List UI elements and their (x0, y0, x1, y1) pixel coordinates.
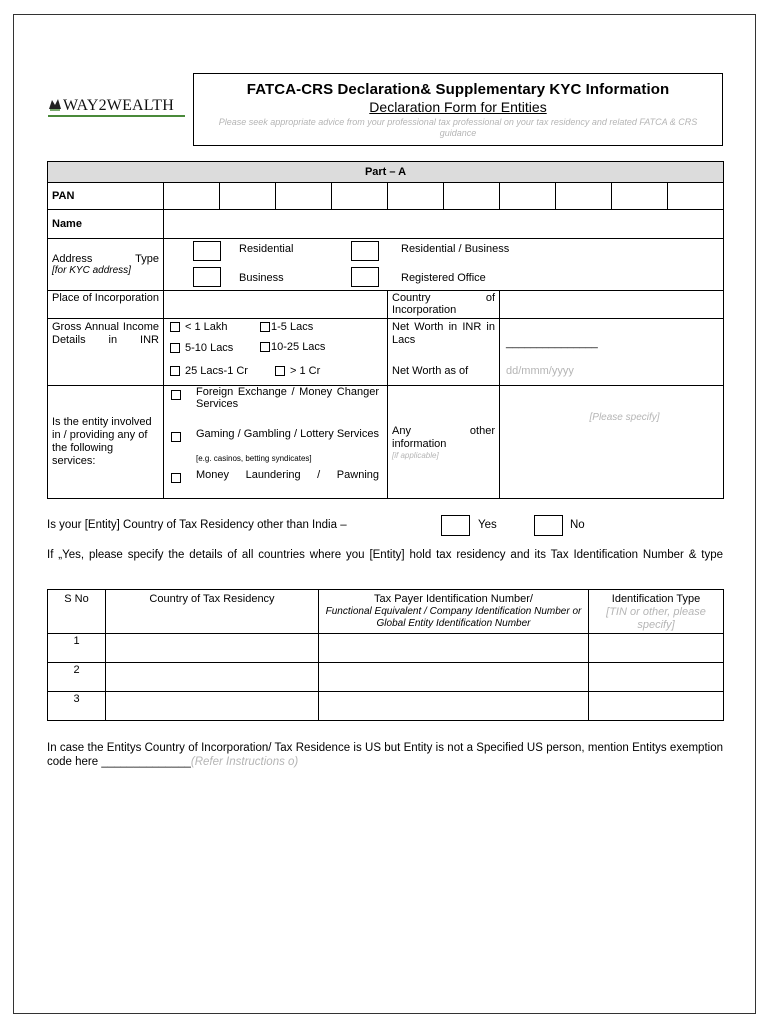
pan-char-box[interactable] (612, 183, 668, 210)
gaming-option-label: Gaming / Gambling / Lottery Services (196, 428, 379, 440)
row-number: 1 (48, 634, 106, 663)
idtype-header (589, 590, 724, 634)
pan-char-box[interactable] (332, 183, 388, 210)
pan-char-box[interactable] (668, 183, 724, 210)
idtype-header-sub: [TIN or other, please specify] (606, 606, 706, 631)
residential-label: Residential (239, 243, 294, 255)
gross-income-label: Gross Annual Income Details in INR (52, 321, 159, 346)
header-box (193, 73, 723, 146)
net-worth-as-of-label: Net Worth as of (392, 365, 469, 377)
income-option-text: 1-5 Lacs (271, 321, 314, 333)
income-option-text: < 1 Lakh (185, 321, 228, 333)
other-info-field[interactable] (500, 386, 724, 499)
header-note: Please seek appropriate advice from your professional tax professional on your tax residency and related FATCA & CRS guidance (218, 117, 698, 138)
residential-business-label: Residential / Business (401, 243, 510, 255)
checkbox-icon (170, 366, 180, 376)
place-of-incorporation-text: Place of Incorporation (52, 292, 160, 304)
country-of-incorporation-label (388, 291, 500, 319)
checkbox-icon (170, 322, 180, 332)
pan-label: PAN (48, 183, 164, 210)
services-label: Is the entity involved in / providing any of the following services: (52, 416, 152, 467)
country-cell[interactable] (106, 634, 319, 663)
residential-checkbox[interactable] (193, 241, 221, 261)
name-label: Name (48, 210, 164, 239)
tax-residency-no-checkbox[interactable] (534, 515, 563, 536)
tin-cell[interactable] (319, 692, 589, 721)
other-info-label-cell (388, 386, 500, 499)
part-a-table (47, 161, 724, 499)
gross-income-options (164, 319, 388, 386)
registered-office-label: Registered Office (401, 272, 486, 284)
pan-char-box[interactable] (556, 183, 612, 210)
money-laundering-option-label: Money Laundering / Pawning (196, 469, 379, 481)
idtype-header-title: Identification Type (611, 593, 701, 605)
checkbox-icon (275, 366, 285, 376)
net-worth-value-line[interactable]: _______________ (506, 337, 598, 349)
country-cell[interactable] (106, 663, 319, 692)
pan-char-box[interactable] (276, 183, 332, 210)
pan-char-box[interactable] (220, 183, 276, 210)
business-label: Business (239, 272, 284, 284)
logo-mark-icon (48, 97, 62, 111)
forex-checkbox[interactable] (171, 390, 181, 400)
tin-header (319, 590, 589, 634)
income-option-text: 5-10 Lacs (185, 342, 234, 354)
income-lt-1-lakh-option[interactable] (170, 321, 228, 333)
name-field[interactable] (164, 210, 724, 239)
address-type-note: [for KYC address] (52, 265, 131, 276)
row-number: 2 (48, 663, 106, 692)
income-25-lacs-1-cr-option[interactable] (170, 365, 248, 377)
income-10-25-lacs-option[interactable] (260, 341, 325, 353)
idtype-cell[interactable] (589, 663, 724, 692)
logo-text: WAY2WEALTH (63, 97, 175, 114)
part-a-heading: Part – A (48, 162, 724, 183)
net-worth-label: Net Worth in INR in Lacs (392, 321, 495, 346)
pan-char-box[interactable] (164, 183, 220, 210)
forex-option-label: Foreign Exchange / Money Changer Services (196, 386, 379, 410)
pan-char-box[interactable] (388, 183, 444, 210)
idtype-cell[interactable] (589, 692, 724, 721)
exemption-statement (47, 741, 723, 769)
checkbox-icon (170, 343, 180, 353)
other-info-note: [if applicable] (392, 450, 439, 460)
idtype-cell[interactable] (589, 634, 724, 663)
tin-header-title: Tax Payer Identification Number/ (374, 593, 533, 605)
income-option-text: > 1 Cr (290, 365, 321, 377)
income-gt-1-cr-option[interactable] (275, 365, 320, 377)
services-options (164, 386, 388, 499)
business-checkbox[interactable] (193, 267, 221, 287)
gaming-checkbox[interactable] (171, 432, 181, 442)
address-type-options (164, 239, 724, 291)
logo-underline (48, 115, 185, 117)
gaming-option-note: [e.g. casinos, betting syndicates] (196, 454, 312, 463)
tin-cell[interactable] (319, 663, 589, 692)
form-title: FATCA-CRS Declaration& Supplementary KYC Information (246, 81, 670, 98)
country-cell[interactable] (106, 692, 319, 721)
exemption-text: In case the Entitys Country of Incorporation/ Tax Residence is US but Entity is not a Specified US person, mention Entitys exemption code here ______________ (47, 742, 723, 768)
address-type-label: Address Type (52, 253, 159, 265)
net-worth-date-field[interactable]: dd/mmm/yyyy (506, 365, 574, 377)
tax-residency-yes-label: Yes (478, 519, 497, 531)
tax-residency-question: Is your [Entity] Country of Tax Residency other than India – (47, 519, 347, 531)
tin-cell[interactable] (319, 634, 589, 663)
tax-residency-yes-checkbox[interactable] (441, 515, 470, 536)
address-type-label-cell (48, 239, 164, 291)
form-subtitle: Declaration Form for Entities (369, 99, 547, 115)
country-header: Country of Tax Residency (106, 590, 319, 634)
other-info-placeholder: [Please specify] (589, 412, 660, 423)
sno-header: S No (48, 590, 106, 634)
place-of-incorporation-field[interactable] (164, 291, 388, 319)
residential-business-checkbox[interactable] (351, 241, 379, 261)
income-1-5-lacs-option[interactable] (260, 321, 313, 333)
checkbox-icon (260, 322, 270, 332)
tin-header-sub: Functional Equivalent / Company Identification Number or Global Entity Identification Number (325, 606, 582, 629)
income-option-text: 25 Lacs-1 Cr (185, 365, 248, 377)
net-worth-label-cell (388, 319, 500, 386)
registered-office-checkbox[interactable] (351, 267, 379, 287)
tax-residency-instruction: If „Yes, please specify the details of all countries where you [Entity] hold tax residency and its Tax Identification Number & type (47, 549, 723, 561)
income-5-10-lacs-option[interactable] (170, 342, 233, 354)
checkbox-icon (260, 342, 270, 352)
pan-char-box[interactable] (500, 183, 556, 210)
other-info-label: Any other information (392, 424, 495, 450)
gross-income-label-cell (48, 319, 164, 386)
row-number: 3 (48, 692, 106, 721)
tin-table (47, 589, 724, 721)
exemption-hint: (Refer Instructions o) (190, 756, 299, 768)
pan-char-box[interactable] (444, 183, 500, 210)
net-worth-field-cell (500, 319, 724, 386)
country-of-incorporation-text: Country of Incorporation (392, 292, 495, 316)
place-of-incorporation-label (48, 291, 164, 319)
money-laundering-checkbox[interactable] (171, 473, 181, 483)
company-logo (48, 96, 174, 115)
income-option-text: 10-25 Lacs (271, 341, 326, 353)
services-label-cell (48, 386, 164, 499)
country-of-incorporation-field[interactable] (500, 291, 724, 319)
tax-residency-no-label: No (570, 519, 585, 531)
